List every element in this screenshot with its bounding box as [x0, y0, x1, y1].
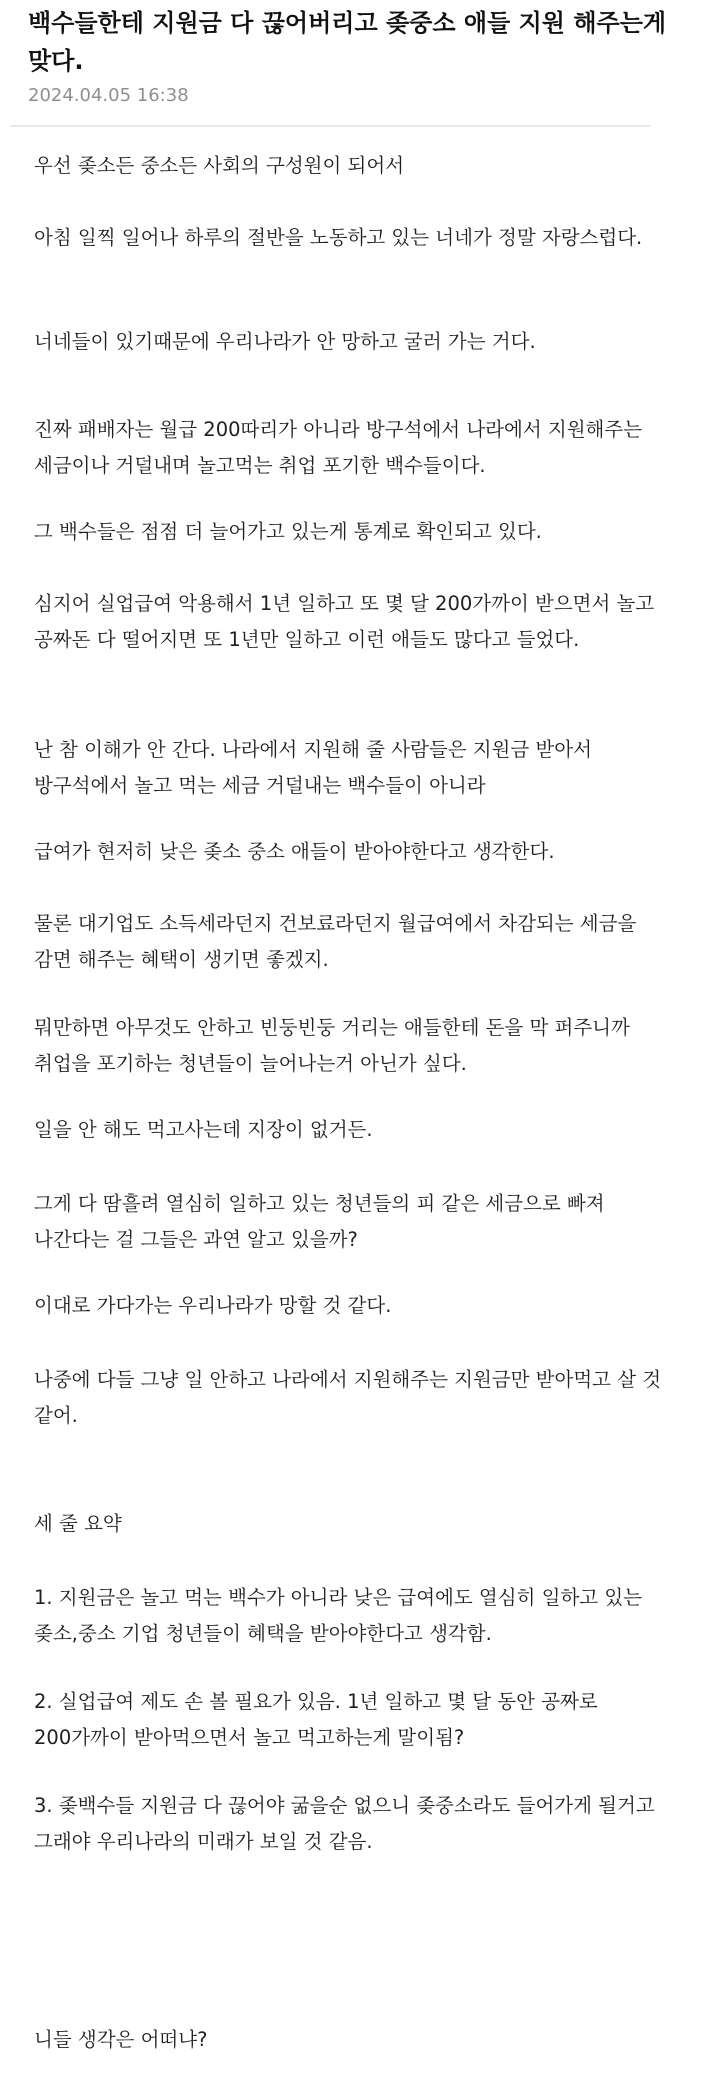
body-paragraph: 이대로 가다가는 우리나라가 망할 것 같다. [34, 1294, 392, 1317]
post-header [0, 0, 703, 126]
body-paragraph: 진짜 패배자는 월급 200따리가 아니라 방구석에서 나라에서 지원해주는 세금이나 거덜내며 놀고먹는 취업 포기한 백수들이다. [34, 418, 643, 477]
body-paragraph: 나중에 다들 그냥 일 안하고 나라에서 지원해주는 지원금만 받아먹고 살 것 같어. [34, 1368, 662, 1427]
summary-heading: 세 줄 요약 [34, 1512, 122, 1535]
body-paragraph: 일을 안 해도 먹고사는데 지장이 없거든. [34, 1118, 373, 1141]
summary-item: 3. 좆백수들 지원금 다 끊어야 굶을순 없으니 좆중소라도 들어가게 될거고 그래야 우리나라의 미래가 보일 것 같음. [34, 1794, 655, 1853]
body-paragraph: 아침 일찍 일어나 하루의 절반을 노동하고 있는 너네가 정말 자랑스럽다. [34, 226, 643, 249]
header-divider [10, 125, 650, 127]
body-paragraph: 심지어 실업급여 악용해서 1년 일하고 또 몇 달 200가까이 받으면서 놀고 공짜돈 다 떨어지면 또 1년만 일하고 이런 애들도 많다고 들었다. [34, 592, 655, 651]
post-date: 2024.04.05 16:38 [28, 85, 189, 106]
summary-item: 1. 지원금은 놀고 먹는 백수가 아니라 낮은 급여에도 열심히 일하고 있는 좆소,중소 기업 청년들이 혜택을 받아야한다고 생각함. [34, 1586, 643, 1645]
body-paragraph: 그게 다 땀흘려 열심히 일하고 있는 청년들의 피 같은 세금으로 빠져 나간다는 걸 그들은 과연 알고 있을까? [34, 1192, 605, 1251]
post-body [34, 134, 674, 2074]
body-paragraph: 난 참 이해가 안 간다. 나라에서 지원해 줄 사람들은 지원금 받아서 방구석에서 놀고 먹는 세금 거덜내는 백수들이 아니라 [34, 738, 592, 797]
body-paragraph: 뭐만하면 아무것도 안하고 빈둥빈둥 거리는 애들한테 돈을 막 퍼주니까 취업을 포기하는 청년들이 늘어나는거 아닌가 싶다. [34, 1016, 630, 1075]
body-paragraph: 급여가 현저히 낮은 좆소 중소 애들이 받아야한다고 생각한다. [34, 840, 555, 863]
closing-question: 니들 생각은 어떠냐? [34, 2028, 208, 2051]
body-paragraph: 우선 좆소든 중소든 사회의 구성원이 되어서 [34, 154, 405, 177]
body-paragraph: 물론 대기업도 소득세라던지 건보료라던지 월급여에서 차감되는 세금을 감면 해주는 혜택이 생기면 좋겠지. [34, 912, 637, 971]
post-title: 백수들한테 지원금 다 끊어버리고 좆중소 애들 지원 해주는게 맞다. [28, 9, 667, 75]
summary-item: 2. 실업급여 제도 손 볼 필요가 있음. 1년 일하고 몇 달 동안 공짜로 200가까이 받아먹으면서 놀고 먹고하는게 말이됨? [34, 1690, 598, 1749]
body-paragraph: 너네들이 있기때문에 우리나라가 안 망하고 굴러 가는 거다. [34, 330, 536, 353]
body-paragraph: 그 백수들은 점점 더 늘어가고 있는게 통계로 확인되고 있다. [34, 520, 542, 543]
